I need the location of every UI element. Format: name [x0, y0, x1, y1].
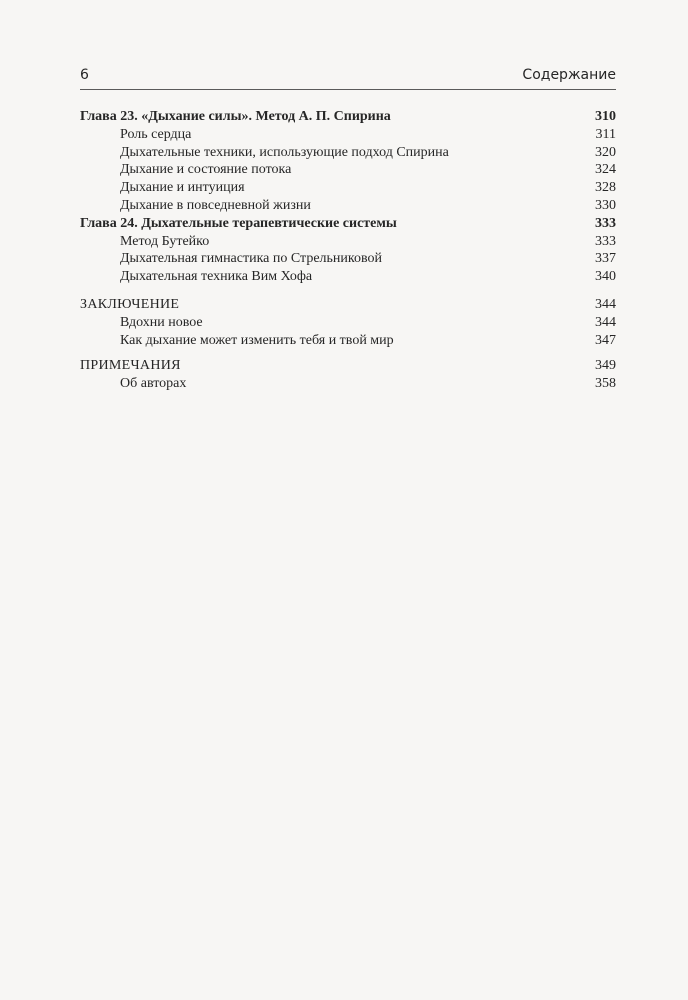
item-title: Об авторах	[120, 376, 187, 392]
header-rule	[80, 89, 616, 90]
item-title: Дыхание в повседневной жизни	[120, 197, 311, 213]
item-title: Дыхание и состояние потока	[120, 162, 292, 178]
toc-chapter-23[interactable]	[80, 108, 616, 126]
toc-item[interactable]	[80, 268, 616, 286]
item-title: Дыхательная техника Вим Хофа	[120, 269, 313, 285]
toc-item[interactable]	[80, 144, 616, 162]
toc-item[interactable]	[80, 375, 616, 393]
item-title: Вдохни новое	[120, 314, 203, 330]
item-page: 333	[595, 233, 616, 249]
toc-item[interactable]	[80, 197, 616, 215]
toc-item[interactable]	[80, 233, 616, 251]
item-page: 330	[595, 197, 616, 213]
item-page: 344	[595, 314, 616, 330]
toc-item[interactable]	[80, 250, 616, 268]
table-of-contents	[80, 108, 616, 393]
item-page: 337	[595, 251, 616, 267]
page-header	[80, 67, 616, 87]
item-title: Как дыхание может изменить тебя и твой мир	[120, 332, 394, 348]
part-page: 349	[595, 358, 616, 374]
page-number: 6	[80, 67, 89, 83]
toc-item[interactable]	[80, 332, 616, 350]
item-page: 347	[595, 332, 616, 348]
part-title: ЗАКЛЮЧЕНИЕ	[80, 296, 180, 312]
chapter-title: Глава 24. Дыхательные терапевтические системы	[80, 215, 397, 231]
part-title: ПРИМЕЧАНИЯ	[80, 358, 181, 374]
running-title: Содержание	[522, 67, 616, 83]
toc-item[interactable]	[80, 179, 616, 197]
toc-item[interactable]	[80, 126, 616, 144]
item-title: Дыхательные техники, использующие подход Спирина	[120, 144, 449, 160]
item-page: 324	[595, 162, 616, 178]
chapter-page: 310	[595, 109, 616, 124]
item-page: 311	[595, 126, 616, 142]
item-page: 358	[595, 376, 616, 392]
item-page: 328	[595, 180, 616, 196]
toc-part-notes[interactable]	[80, 357, 616, 375]
item-title: Дыхательная гимнастика по Стрельниковой	[120, 251, 383, 267]
toc-item[interactable]	[80, 314, 616, 332]
item-title: Роль сердца	[120, 126, 192, 142]
item-title: Дыхание и интуиция	[120, 180, 245, 196]
toc-item[interactable]	[80, 161, 616, 179]
item-page: 320	[595, 144, 616, 160]
chapter-title: Глава 23. «Дыхание силы». Метод А. П. Спирина	[80, 109, 391, 124]
chapter-page: 333	[595, 215, 616, 231]
toc-part-conclusion[interactable]	[80, 296, 616, 314]
part-page: 344	[595, 296, 616, 312]
toc-chapter-24[interactable]	[80, 215, 616, 233]
item-page: 340	[595, 269, 616, 285]
item-title: Метод Бутейко	[120, 233, 210, 249]
